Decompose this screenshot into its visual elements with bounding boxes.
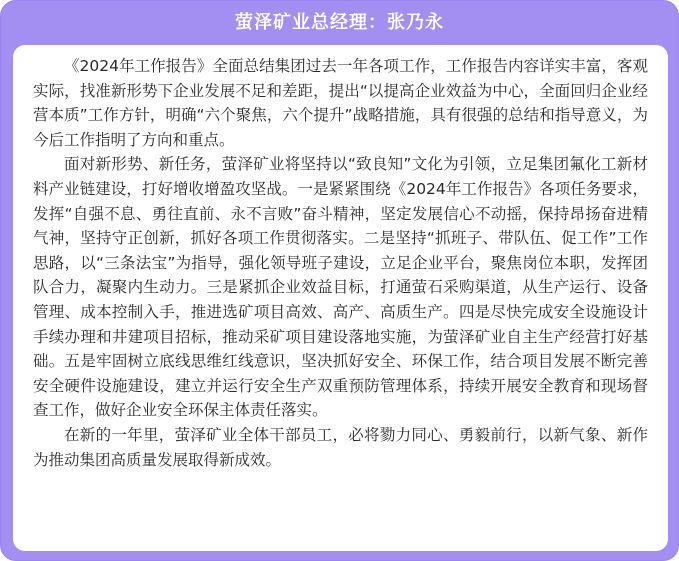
paragraph-summary: 《2024年工作报告》全面总结集团过去一年各项工作，工作报告内容详实丰富，客观实际，找准新形势下企业发展不足和差距，提出“以提高企业效益为中心，全面回归企业经营本质”工作方针，明确“六个聚焦，六个提升”战略措施，具有很强的总结和指导意义，为今后工作指明了方向和重点。 xyxy=(33,57,648,149)
paragraph-closing: 在新的一年里，萤泽矿业全体干部员工，必将勠力同心、勇毅前行，以新气象、新作为推动集团高质量发展取得新成效。 xyxy=(33,425,648,469)
paragraph-plans: 面对新形势、新任务，萤泽矿业将坚持以“致良知”文化为引领，立足集团氟化工新材料产业链建设，打好增收增盈攻坚战。一是紧紧围绕《2024年工作报告》各项任务要求，发挥“自强不息、勇往直前、永不言败”奋斗精神，坚定发展信心不动摇，保持昂扬奋进精气神，坚持守正创新，抓好各项工作贯彻落实。二是坚持“抓班子、带队伍、促工作”工作思路，以“三条法宝”为指导，强化领导班子建设，立足企业平台，聚焦岗位本职，发挥团队合力，凝聚内生动力。三是紧抓企业效益目标，打通萤石采购渠道，从生产运行、设备管理、成本控制入手，推进选矿项目高效、高产、高质生产。四是尽快完成安全设施设计手续办理和井建项目招标，推动采矿项目建设落地实施，为萤泽矿业自主生产经营打好基础。五是牢固树立底线思维红线意识，坚决抓好安全、环保工作，结合项目发展不断完善安全硬件设施建设，建立并运行安全生产双重预防管理体系，持续开展安全教育和现场督查工作，做好企业安全环保主体责任落实。 xyxy=(33,155,648,420)
page-title: 萤泽矿业总经理：张乃永 xyxy=(235,12,444,33)
article-card xyxy=(13,45,668,551)
